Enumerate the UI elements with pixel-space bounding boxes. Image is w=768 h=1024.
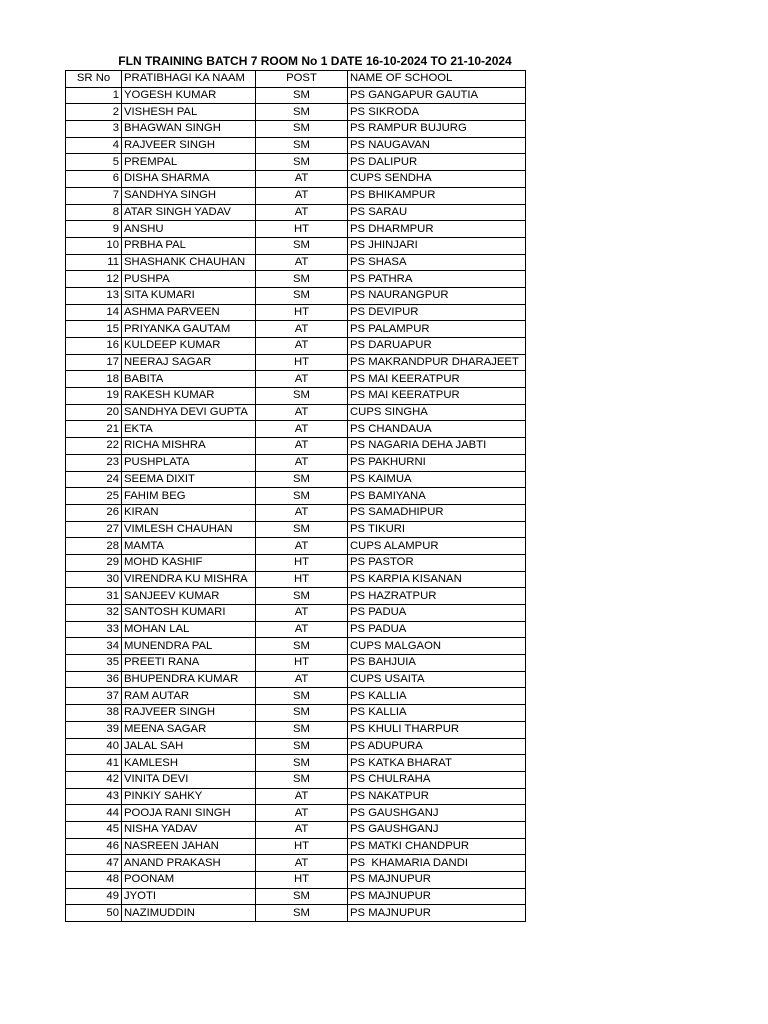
post-cell: HT [256, 655, 348, 672]
sr-cell: 5 [66, 154, 122, 171]
table-row [66, 554, 526, 571]
name-cell: MEENA SAGAR [122, 721, 256, 738]
name-cell: BABITA [122, 371, 256, 388]
school-cell: PS MAI KEERATPUR [348, 371, 526, 388]
school-cell: PS SHASA [348, 254, 526, 271]
name-cell: EKTA [122, 421, 256, 438]
sr-cell: 21 [66, 421, 122, 438]
name-cell: PREETI RANA [122, 655, 256, 672]
school-cell: PS NAKATPUR [348, 788, 526, 805]
table-row [66, 838, 526, 855]
school-cell: PS PADUA [348, 605, 526, 622]
sr-cell: 7 [66, 187, 122, 204]
name-cell: NEERAJ SAGAR [122, 354, 256, 371]
school-cell: PS KALLIA [348, 705, 526, 722]
table-row [66, 221, 526, 238]
post-cell: SM [256, 104, 348, 121]
name-cell: RAM AUTAR [122, 688, 256, 705]
table-row [66, 154, 526, 171]
sr-cell: 41 [66, 755, 122, 772]
sr-cell: 38 [66, 705, 122, 722]
post-cell: AT [256, 605, 348, 622]
table-row [66, 354, 526, 371]
table-row [66, 504, 526, 521]
table-row [66, 755, 526, 772]
post-cell: HT [256, 872, 348, 889]
name-cell: POONAM [122, 872, 256, 889]
name-cell: SANDHYA SINGH [122, 187, 256, 204]
table-row [66, 237, 526, 254]
post-cell: SM [256, 755, 348, 772]
name-cell: MOHAN LAL [122, 621, 256, 638]
school-cell: PS HAZRATPUR [348, 588, 526, 605]
table-row [66, 705, 526, 722]
sr-cell: 37 [66, 688, 122, 705]
table-row [66, 87, 526, 104]
sr-cell: 6 [66, 171, 122, 188]
name-cell: MAMTA [122, 538, 256, 555]
name-cell: KULDEEP KUMAR [122, 338, 256, 355]
table-row [66, 104, 526, 121]
table-row [66, 521, 526, 538]
post-cell: SM [256, 638, 348, 655]
school-cell: PS TIKURI [348, 521, 526, 538]
school-cell: CUPS SENDHA [348, 171, 526, 188]
table-row [66, 721, 526, 738]
name-cell: NISHA YADAV [122, 821, 256, 838]
school-cell: PS BAHJUIA [348, 655, 526, 672]
sr-cell: 8 [66, 204, 122, 221]
sr-cell: 50 [66, 905, 122, 922]
table-row [66, 304, 526, 321]
school-cell: PS MAI KEERATPUR [348, 388, 526, 405]
post-cell: SM [256, 137, 348, 154]
table-row [66, 421, 526, 438]
table-row [66, 171, 526, 188]
post-cell: AT [256, 421, 348, 438]
table-row [66, 821, 526, 838]
sr-cell: 48 [66, 872, 122, 889]
name-cell: ATAR SINGH YADAV [122, 204, 256, 221]
sr-cell: 35 [66, 655, 122, 672]
name-cell: KAMLESH [122, 755, 256, 772]
post-cell: AT [256, 204, 348, 221]
school-cell: PS KHAMARIA DANDI [348, 855, 526, 872]
school-cell: PS CHULRAHA [348, 771, 526, 788]
sr-cell: 30 [66, 571, 122, 588]
post-cell: SM [256, 738, 348, 755]
school-cell: CUPS ALAMPUR [348, 538, 526, 555]
sr-cell: 23 [66, 454, 122, 471]
name-cell: PUSHPLATA [122, 454, 256, 471]
sr-cell: 12 [66, 271, 122, 288]
post-cell: SM [256, 888, 348, 905]
post-cell: AT [256, 538, 348, 555]
post-cell: AT [256, 371, 348, 388]
sr-cell: 33 [66, 621, 122, 638]
name-cell: VIRENDRA KU MISHRA [122, 571, 256, 588]
table-row [66, 738, 526, 755]
name-cell: POOJA RANI SINGH [122, 805, 256, 822]
name-cell: SEEMA DIXIT [122, 471, 256, 488]
sr-cell: 47 [66, 855, 122, 872]
table-row [66, 121, 526, 138]
name-cell: RAJVEER SINGH [122, 137, 256, 154]
table-body [66, 87, 526, 921]
post-cell: HT [256, 354, 348, 371]
school-cell: PS KHULI THARPUR [348, 721, 526, 738]
post-cell: SM [256, 721, 348, 738]
sr-cell: 2 [66, 104, 122, 121]
sr-cell: 39 [66, 721, 122, 738]
post-cell: AT [256, 338, 348, 355]
post-cell: SM [256, 121, 348, 138]
table-row [66, 588, 526, 605]
school-cell: PS NAUGAVAN [348, 137, 526, 154]
sheet-title: FLN TRAINING BATCH 7 ROOM No 1 DATE 16-10-2024 TO 21-10-2024 [118, 54, 512, 68]
post-cell: HT [256, 554, 348, 571]
sr-cell: 36 [66, 671, 122, 688]
sr-cell: 32 [66, 605, 122, 622]
school-cell: PS DARUAPUR [348, 338, 526, 355]
participants-table [65, 70, 526, 922]
name-cell: VISHESH PAL [122, 104, 256, 121]
header-school-name: NAME OF SCHOOL [348, 71, 526, 88]
post-cell: AT [256, 171, 348, 188]
table-row [66, 404, 526, 421]
school-cell: PS MAKRANDPUR DHARAJEET [348, 354, 526, 371]
table-row [66, 872, 526, 889]
post-cell: SM [256, 905, 348, 922]
school-cell: PS PALAMPUR [348, 321, 526, 338]
table-row [66, 371, 526, 388]
school-cell: PS PAKHURNI [348, 454, 526, 471]
sr-cell: 17 [66, 354, 122, 371]
sr-cell: 25 [66, 488, 122, 505]
school-cell: PS GAUSHGANJ [348, 805, 526, 822]
school-cell: PS MAJNUPUR [348, 872, 526, 889]
table-row [66, 338, 526, 355]
sr-cell: 28 [66, 538, 122, 555]
table-row [66, 538, 526, 555]
table-row [66, 254, 526, 271]
name-cell: SANJEEV KUMAR [122, 588, 256, 605]
sr-cell: 49 [66, 888, 122, 905]
table-row [66, 488, 526, 505]
table-row [66, 855, 526, 872]
sr-cell: 27 [66, 521, 122, 538]
post-cell: AT [256, 671, 348, 688]
table-row [66, 187, 526, 204]
name-cell: ANAND PRAKASH [122, 855, 256, 872]
school-cell: PS BAMIYANA [348, 488, 526, 505]
school-cell: PS SAMADHIPUR [348, 504, 526, 521]
table-row [66, 805, 526, 822]
table-row [66, 571, 526, 588]
post-cell: SM [256, 471, 348, 488]
school-cell: PS KALLIA [348, 688, 526, 705]
name-cell: MOHD KASHIF [122, 554, 256, 571]
name-cell: PINKIY SAHKY [122, 788, 256, 805]
name-cell: RAJVEER SINGH [122, 705, 256, 722]
post-cell: SM [256, 287, 348, 304]
sr-cell: 14 [66, 304, 122, 321]
sr-cell: 34 [66, 638, 122, 655]
sr-cell: 29 [66, 554, 122, 571]
table-row [66, 321, 526, 338]
header-participant-name: PRATIBHAGI KA NAAM [122, 71, 256, 88]
header-sr-no: SR No [66, 71, 122, 88]
post-cell: AT [256, 438, 348, 455]
table-row [66, 271, 526, 288]
name-cell: PREMPAL [122, 154, 256, 171]
table-row [66, 454, 526, 471]
post-cell: AT [256, 788, 348, 805]
post-cell: SM [256, 154, 348, 171]
name-cell: PRBHA PAL [122, 237, 256, 254]
post-cell: AT [256, 805, 348, 822]
sr-cell: 3 [66, 121, 122, 138]
post-cell: SM [256, 705, 348, 722]
sr-cell: 45 [66, 821, 122, 838]
name-cell: PUSHPA [122, 271, 256, 288]
post-cell: AT [256, 504, 348, 521]
name-cell: DISHA SHARMA [122, 171, 256, 188]
school-cell: PS MATKI CHANDPUR [348, 838, 526, 855]
name-cell: VIMLESH CHAUHAN [122, 521, 256, 538]
attendance-sheet [65, 52, 525, 922]
name-cell: ANSHU [122, 221, 256, 238]
table-row [66, 204, 526, 221]
sr-cell: 44 [66, 805, 122, 822]
header-row [66, 71, 526, 88]
table-row [66, 287, 526, 304]
name-cell: NAZIMUDDIN [122, 905, 256, 922]
table-row [66, 888, 526, 905]
school-cell: PS NAURANGPUR [348, 287, 526, 304]
sr-cell: 46 [66, 838, 122, 855]
name-cell: PRIYANKA GAUTAM [122, 321, 256, 338]
table-row [66, 655, 526, 672]
post-cell: AT [256, 187, 348, 204]
sr-cell: 26 [66, 504, 122, 521]
school-cell: PS MAJNUPUR [348, 905, 526, 922]
sr-cell: 1 [66, 87, 122, 104]
post-cell: SM [256, 588, 348, 605]
post-cell: HT [256, 304, 348, 321]
post-cell: HT [256, 571, 348, 588]
table-row [66, 605, 526, 622]
name-cell: YOGESH KUMAR [122, 87, 256, 104]
post-cell: AT [256, 254, 348, 271]
school-cell: PS GAUSHGANJ [348, 821, 526, 838]
sr-cell: 18 [66, 371, 122, 388]
name-cell: RICHA MISHRA [122, 438, 256, 455]
name-cell: RAKESH KUMAR [122, 388, 256, 405]
post-cell: SM [256, 388, 348, 405]
table-row [66, 905, 526, 922]
school-cell: PS PADUA [348, 621, 526, 638]
school-cell: CUPS SINGHA [348, 404, 526, 421]
post-cell: SM [256, 688, 348, 705]
table-row [66, 621, 526, 638]
school-cell: CUPS USAITA [348, 671, 526, 688]
sr-cell: 19 [66, 388, 122, 405]
name-cell: KIRAN [122, 504, 256, 521]
name-cell: SITA KUMARI [122, 287, 256, 304]
school-cell: PS DEVIPUR [348, 304, 526, 321]
post-cell: SM [256, 488, 348, 505]
header-post: POST [256, 71, 348, 88]
sr-cell: 10 [66, 237, 122, 254]
post-cell: AT [256, 855, 348, 872]
table-row [66, 788, 526, 805]
school-cell: PS BHIKAMPUR [348, 187, 526, 204]
name-cell: JYOTI [122, 888, 256, 905]
name-cell: ASHMA PARVEEN [122, 304, 256, 321]
school-cell: PS PATHRA [348, 271, 526, 288]
post-cell: SM [256, 237, 348, 254]
school-cell: PS NAGARIA DEHA JABTI [348, 438, 526, 455]
name-cell: JALAL SAH [122, 738, 256, 755]
table-row [66, 638, 526, 655]
table-row [66, 771, 526, 788]
sr-cell: 16 [66, 338, 122, 355]
school-cell: PS SARAU [348, 204, 526, 221]
school-cell: PS DHARMPUR [348, 221, 526, 238]
table-row [66, 438, 526, 455]
name-cell: SHASHANK CHAUHAN [122, 254, 256, 271]
table-row [66, 137, 526, 154]
table-row [66, 471, 526, 488]
post-cell: AT [256, 404, 348, 421]
sr-cell: 22 [66, 438, 122, 455]
table-row [66, 388, 526, 405]
school-cell: PS RAMPUR BUJURG [348, 121, 526, 138]
sr-cell: 13 [66, 287, 122, 304]
school-cell: PS CHANDAUA [348, 421, 526, 438]
name-cell: NASREEN JAHAN [122, 838, 256, 855]
post-cell: AT [256, 321, 348, 338]
school-cell: PS GANGAPUR GAUTIA [348, 87, 526, 104]
name-cell: BHUPENDRA KUMAR [122, 671, 256, 688]
name-cell: VINITA DEVI [122, 771, 256, 788]
name-cell: MUNENDRA PAL [122, 638, 256, 655]
sr-cell: 15 [66, 321, 122, 338]
school-cell: PS KATKA BHARAT [348, 755, 526, 772]
sr-cell: 42 [66, 771, 122, 788]
post-cell: HT [256, 838, 348, 855]
post-cell: SM [256, 271, 348, 288]
table-row [66, 671, 526, 688]
sr-cell: 9 [66, 221, 122, 238]
school-cell: PS DALIPUR [348, 154, 526, 171]
sr-cell: 24 [66, 471, 122, 488]
school-cell: PS PASTOR [348, 554, 526, 571]
post-cell: AT [256, 621, 348, 638]
post-cell: SM [256, 87, 348, 104]
sr-cell: 43 [66, 788, 122, 805]
post-cell: SM [256, 771, 348, 788]
post-cell: AT [256, 454, 348, 471]
school-cell: CUPS MALGAON [348, 638, 526, 655]
school-cell: PS KAIMUA [348, 471, 526, 488]
school-cell: PS SIKRODA [348, 104, 526, 121]
school-cell: PS JHINJARI [348, 237, 526, 254]
name-cell: BHAGWAN SINGH [122, 121, 256, 138]
post-cell: SM [256, 521, 348, 538]
sr-cell: 11 [66, 254, 122, 271]
sr-cell: 31 [66, 588, 122, 605]
sr-cell: 4 [66, 137, 122, 154]
name-cell: FAHIM BEG [122, 488, 256, 505]
name-cell: SANTOSH KUMARI [122, 605, 256, 622]
school-cell: PS ADUPURA [348, 738, 526, 755]
sr-cell: 40 [66, 738, 122, 755]
table-row [66, 688, 526, 705]
post-cell: AT [256, 821, 348, 838]
sr-cell: 20 [66, 404, 122, 421]
post-cell: HT [256, 221, 348, 238]
school-cell: PS KARPIA KISANAN [348, 571, 526, 588]
school-cell: PS MAJNUPUR [348, 888, 526, 905]
name-cell: SANDHYA DEVI GUPTA [122, 404, 256, 421]
